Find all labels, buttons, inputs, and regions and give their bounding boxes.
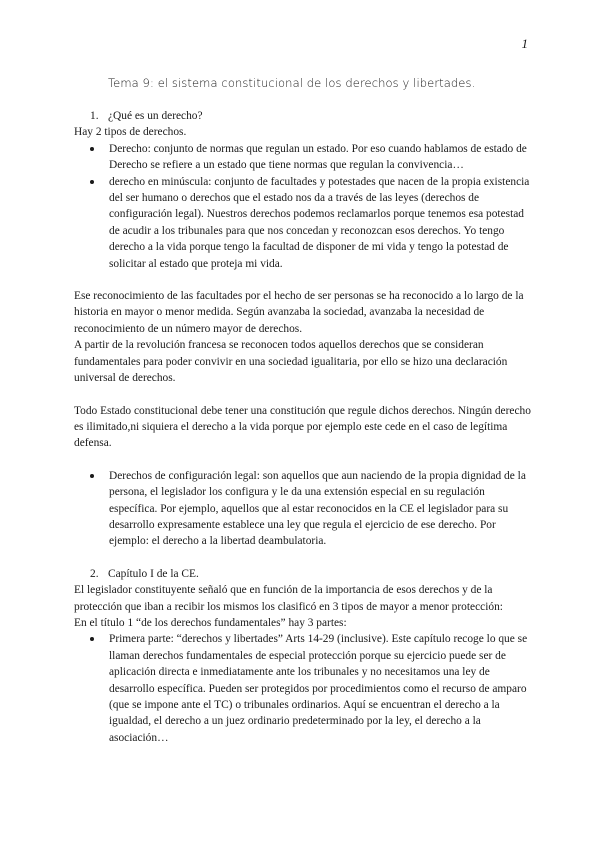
section-2-heading: [90, 566, 534, 582]
section-2-number: 2.: [90, 567, 99, 580]
paragraph: El legislador constituyente señaló que en función de la importancia de esos derechos y de la protección que iban a recibir los mismos los clasificó en 3 tipos de mayor a menor protección:: [74, 584, 503, 613]
paragraph: En el título 1 “de los derechos fundamentales” hay 3 partes:: [74, 616, 347, 629]
document-body: [74, 108, 534, 746]
paragraph: A partir de la revolución francesa se reconocen todos aquellos derechos que se consideran fundamentales para poder convivir en una sociedad igualitaria, por ello se hizo una declaración universal de derechos.: [74, 339, 508, 385]
section-1-title: ¿Qué es un derecho?: [108, 110, 203, 122]
list-item: Primera parte: “derechos y libertades” Arts 14-29 (inclusive). Este capítulo recoge lo que se llaman derechos fundamentales de especial protección porque su ejercicio puede ser de aplicación directa e inmediatamente ante los tribunales y no necesitamos una ley de desarrollo específica. Pueden ser protegidos por procedimientos como el recurso de amparo (que se impone ante el TC) o tribunales ordinarios. Aquí se encuentran el derecho a la igualdad, el derecho a un juez ordinario predeterminado por la ley, el derecho a la asociación…: [74, 631, 534, 746]
rights-types-list: [74, 141, 534, 272]
list-item: Derecho: conjunto de normas que regulan un estado. Por eso cuando hablamos de estado de Derecho se refiere a un estado que tiene normas que regulan la convivencia…: [74, 141, 534, 174]
paragraph: Ese reconocimiento de las facultades por el hecho de ser personas se ha reconocido a lo largo de la historia en mayor o menor medida. Según avanzaba la sociedad, avanzaba la necesidad de reconocimiento de un número mayor de derechos.: [74, 290, 524, 335]
document-title: Tema 9: el sistema constitucional de los derechos y libertades.: [108, 76, 476, 90]
section-1-number: 1.: [90, 110, 99, 122]
section-1-intro: Hay 2 tipos de derechos.: [74, 126, 187, 139]
section-1-heading: [90, 108, 534, 124]
section-2-title: Capítulo I de la CE.: [108, 567, 199, 580]
title-parts-list: [74, 631, 534, 746]
paragraph: Todo Estado constitucional debe tener una constitución que regule dichos derechos. Ningún derecho es ilimitado,ni siquiera el derecho a la vida porque por ejemplo este cede en el caso de legítima defensa.: [74, 404, 531, 450]
list-item: Derechos de configuración legal: son aquellos que aun naciendo de la propia dignidad de la persona, el legislador los configura y le da una extensión especial en su regulación específica. Por ejemplo, aquellos que al estar reconocidos en la CE el legislador para su desarrollo expresamente establece una ley que regula el ejercicio de ese derecho. Por ejemplo: el derecho a la libertad deambulatoria.: [74, 468, 534, 550]
legal-rights-list: [74, 468, 534, 550]
list-item: derecho en minúscula: conjunto de facultades y potestades que nacen de la propia existencia del ser humano o derechos que el estado nos da a través de las leyes (derechos de configuración legal). Nuestros derechos podemos reclamarlos porque tenemos esa potestad de acudir a los tribunales para que nos concedan y reconozcan esos derechos. Yo tengo derecho a la vida porque tengo la facultad de disponer de mi vida y tengo la potestad de solicitar al estado que proteja mi vida.: [74, 174, 534, 272]
page-number: 1: [521, 36, 528, 51]
